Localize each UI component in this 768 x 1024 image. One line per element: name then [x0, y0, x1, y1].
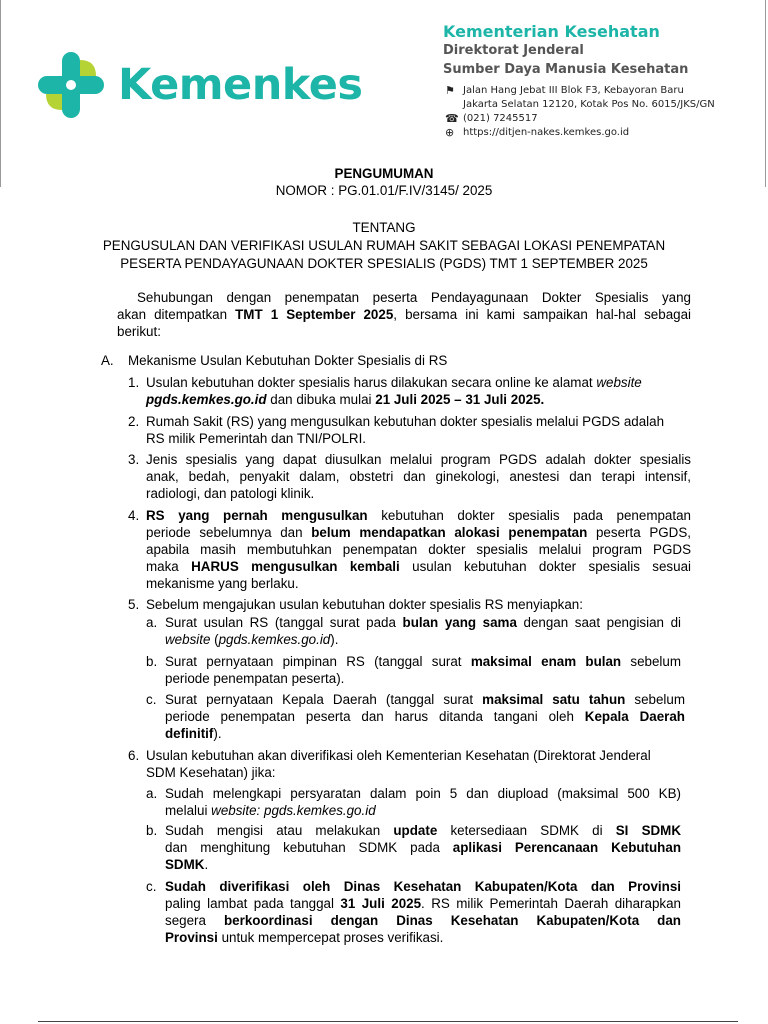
item-4-number: 4. — [128, 508, 140, 523]
globe-icon: ⊕ — [445, 126, 455, 139]
item-5b-text: Surat pernyataan pimpinan RS (tanggal surat maksimal enam bulan sebelum periode penempatan peserta). — [165, 654, 682, 686]
address-line-2: Jakarta Selatan 12120, Kotak Pos No. 6015/JKS/GN — [463, 99, 715, 110]
item-4-text: RS yang pernah mengusulkan kebutuhan dokter spesialis pada penempatan periode sebelumnya dan belum mendapatkan alokasi penempatan peserta PGDS, apabila masih membutuhkan penempatan dokter spesialis melalui program PGDS maka HARUS mengusulkan kembali usulan kebutuhan dokter spesialis sesuai mekanisme yang berlaku. — [146, 508, 691, 591]
ministry-name: Kementerian Kesehatan — [443, 22, 660, 41]
intro-line-1: Sehubungan dengan penempatan peserta Pendayagunaan Dokter Spesialis yang — [137, 290, 691, 305]
item-1-number: 1. — [128, 375, 140, 390]
org-block — [443, 22, 688, 79]
item-6a-marker: a. — [146, 786, 158, 801]
header-border-right — [765, 0, 766, 187]
item-2-text: Rumah Sakit (RS) yang mengusulkan kebutuhan dokter spesialis melalui PGDS adalah RS milik Pemerintah dan TNI/POLRI. — [146, 414, 665, 446]
item-3-number: 3. — [128, 452, 140, 467]
subject-line-1: PENGUSULAN DAN VERIFIKASI USULAN RUMAH SAKIT SEBAGAI LOKASI PENEMPATAN — [102, 238, 666, 253]
header-border-left — [0, 0, 1, 187]
item-6b-marker: b. — [146, 823, 158, 838]
about-label: TENTANG — [352, 220, 416, 235]
page-bottom-rule — [38, 1021, 738, 1022]
item-6-number: 6. — [128, 748, 140, 763]
phone-number: (021) 7245517 — [463, 113, 538, 124]
logo-wordmark: Kemenkes — [118, 60, 363, 110]
section-a-marker: A. — [101, 353, 114, 368]
intro-line-2: akan ditempatkan TMT 1 September 2025, bersama ini kami sampaikan hal-hal sebagai — [117, 307, 692, 322]
item-5b-marker: b. — [146, 654, 158, 669]
item-5c-marker: c. — [146, 692, 157, 707]
item-6-text: Usulan kebutuhan akan diverifikasi oleh Kementerian Kesehatan (Direktorat Jenderal SDM Kesehatan) jika: — [146, 748, 651, 780]
item-5c-text: Surat pernyataan Kepala Daerah (tanggal surat maksimal satu tahun sebelum periode penempatan peserta dan harus ditanda tangani oleh Kepala Daerah definitif). — [165, 692, 686, 741]
item-1-text: Usulan kebutuhan dokter spesialis harus dilakukan secara online ke alamat website pgds.kemkes.go.id dan dibuka mulai 21 Juli 2025 – 31 Juli 2025. — [146, 375, 642, 407]
website-link[interactable]: https://ditjen-nakes.kemkes.go.id — [463, 127, 630, 138]
kemenkes-logo-icon — [38, 52, 104, 118]
item-3-text: Jenis spesialis yang dapat diusulkan melalui program PGDS adalah dokter spesialis anak, bedah, penyakit dalam, obstetri dan ginekologi, anestesi dan terapi intensif, radiologi, dan patologi klinik. — [146, 452, 691, 501]
item-6a-text: Sudah melengkapi persyaratan dalam poin 5 dan diupload (maksimal 500 KB) melalui website: pgds.kemkes.go.id — [165, 786, 681, 818]
item-5a-text: Surat usulan RS (tanggal surat pada bulan yang sama dengan saat pengisian di website (pgds.kemkes.go.id). — [165, 615, 682, 647]
directorate-line-2: Sumber Daya Manusia Kesehatan — [443, 62, 689, 77]
item-6c-text: Sudah diverifikasi oleh Dinas Kesehatan Kabupaten/Kota dan Provinsi paling lambat pada tanggal 31 Juli 2025. RS milik Pemerintah Daerah diharapkan segera berkoordinasi dengan Dinas Kesehatan Kabupaten/Kota dan Provinsi untuk mempercepat proses verifikasi. — [165, 879, 681, 945]
phone-icon: ☎ — [445, 112, 459, 125]
item-2-number: 2. — [128, 414, 140, 429]
item-6c-marker: c. — [146, 879, 157, 894]
address-line-1: Jalan Hang Jebat III Blok F3, Kebayoran Baru — [463, 85, 684, 96]
item-5-number: 5. — [128, 597, 140, 612]
section-a-title: Mekanisme Usulan Kebutuhan Dokter Spesialis di RS — [128, 353, 448, 368]
item-6b-text: Sudah mengisi atau melakukan update ketersediaan SDMK di SI SDMK dan menghitung kebutuhan SDMK pada aplikasi Perencanaan Kebutuhan SDMK. — [165, 823, 681, 872]
item-5a-marker: a. — [146, 615, 158, 630]
item-5-text: Sebelum mengajukan usulan kebutuhan dokter spesialis RS menyiapkan: — [146, 597, 583, 612]
directorate-line-1: Direktorat Jenderal — [443, 43, 584, 58]
location-pin-icon: ⚑ — [445, 84, 455, 97]
contact-block — [445, 84, 715, 140]
announcement-heading: PENGUMUMAN — [334, 166, 434, 181]
subject-line-2: PESERTA PENDAYAGUNAAN DOKTER SPESIALIS (PGDS) TMT 1 SEPTEMBER 2025 — [120, 256, 648, 271]
announcement-number: NOMOR : PG.01.01/F.IV/3145/ 2025 — [275, 183, 493, 198]
intro-line-3: berikut: — [117, 324, 161, 339]
